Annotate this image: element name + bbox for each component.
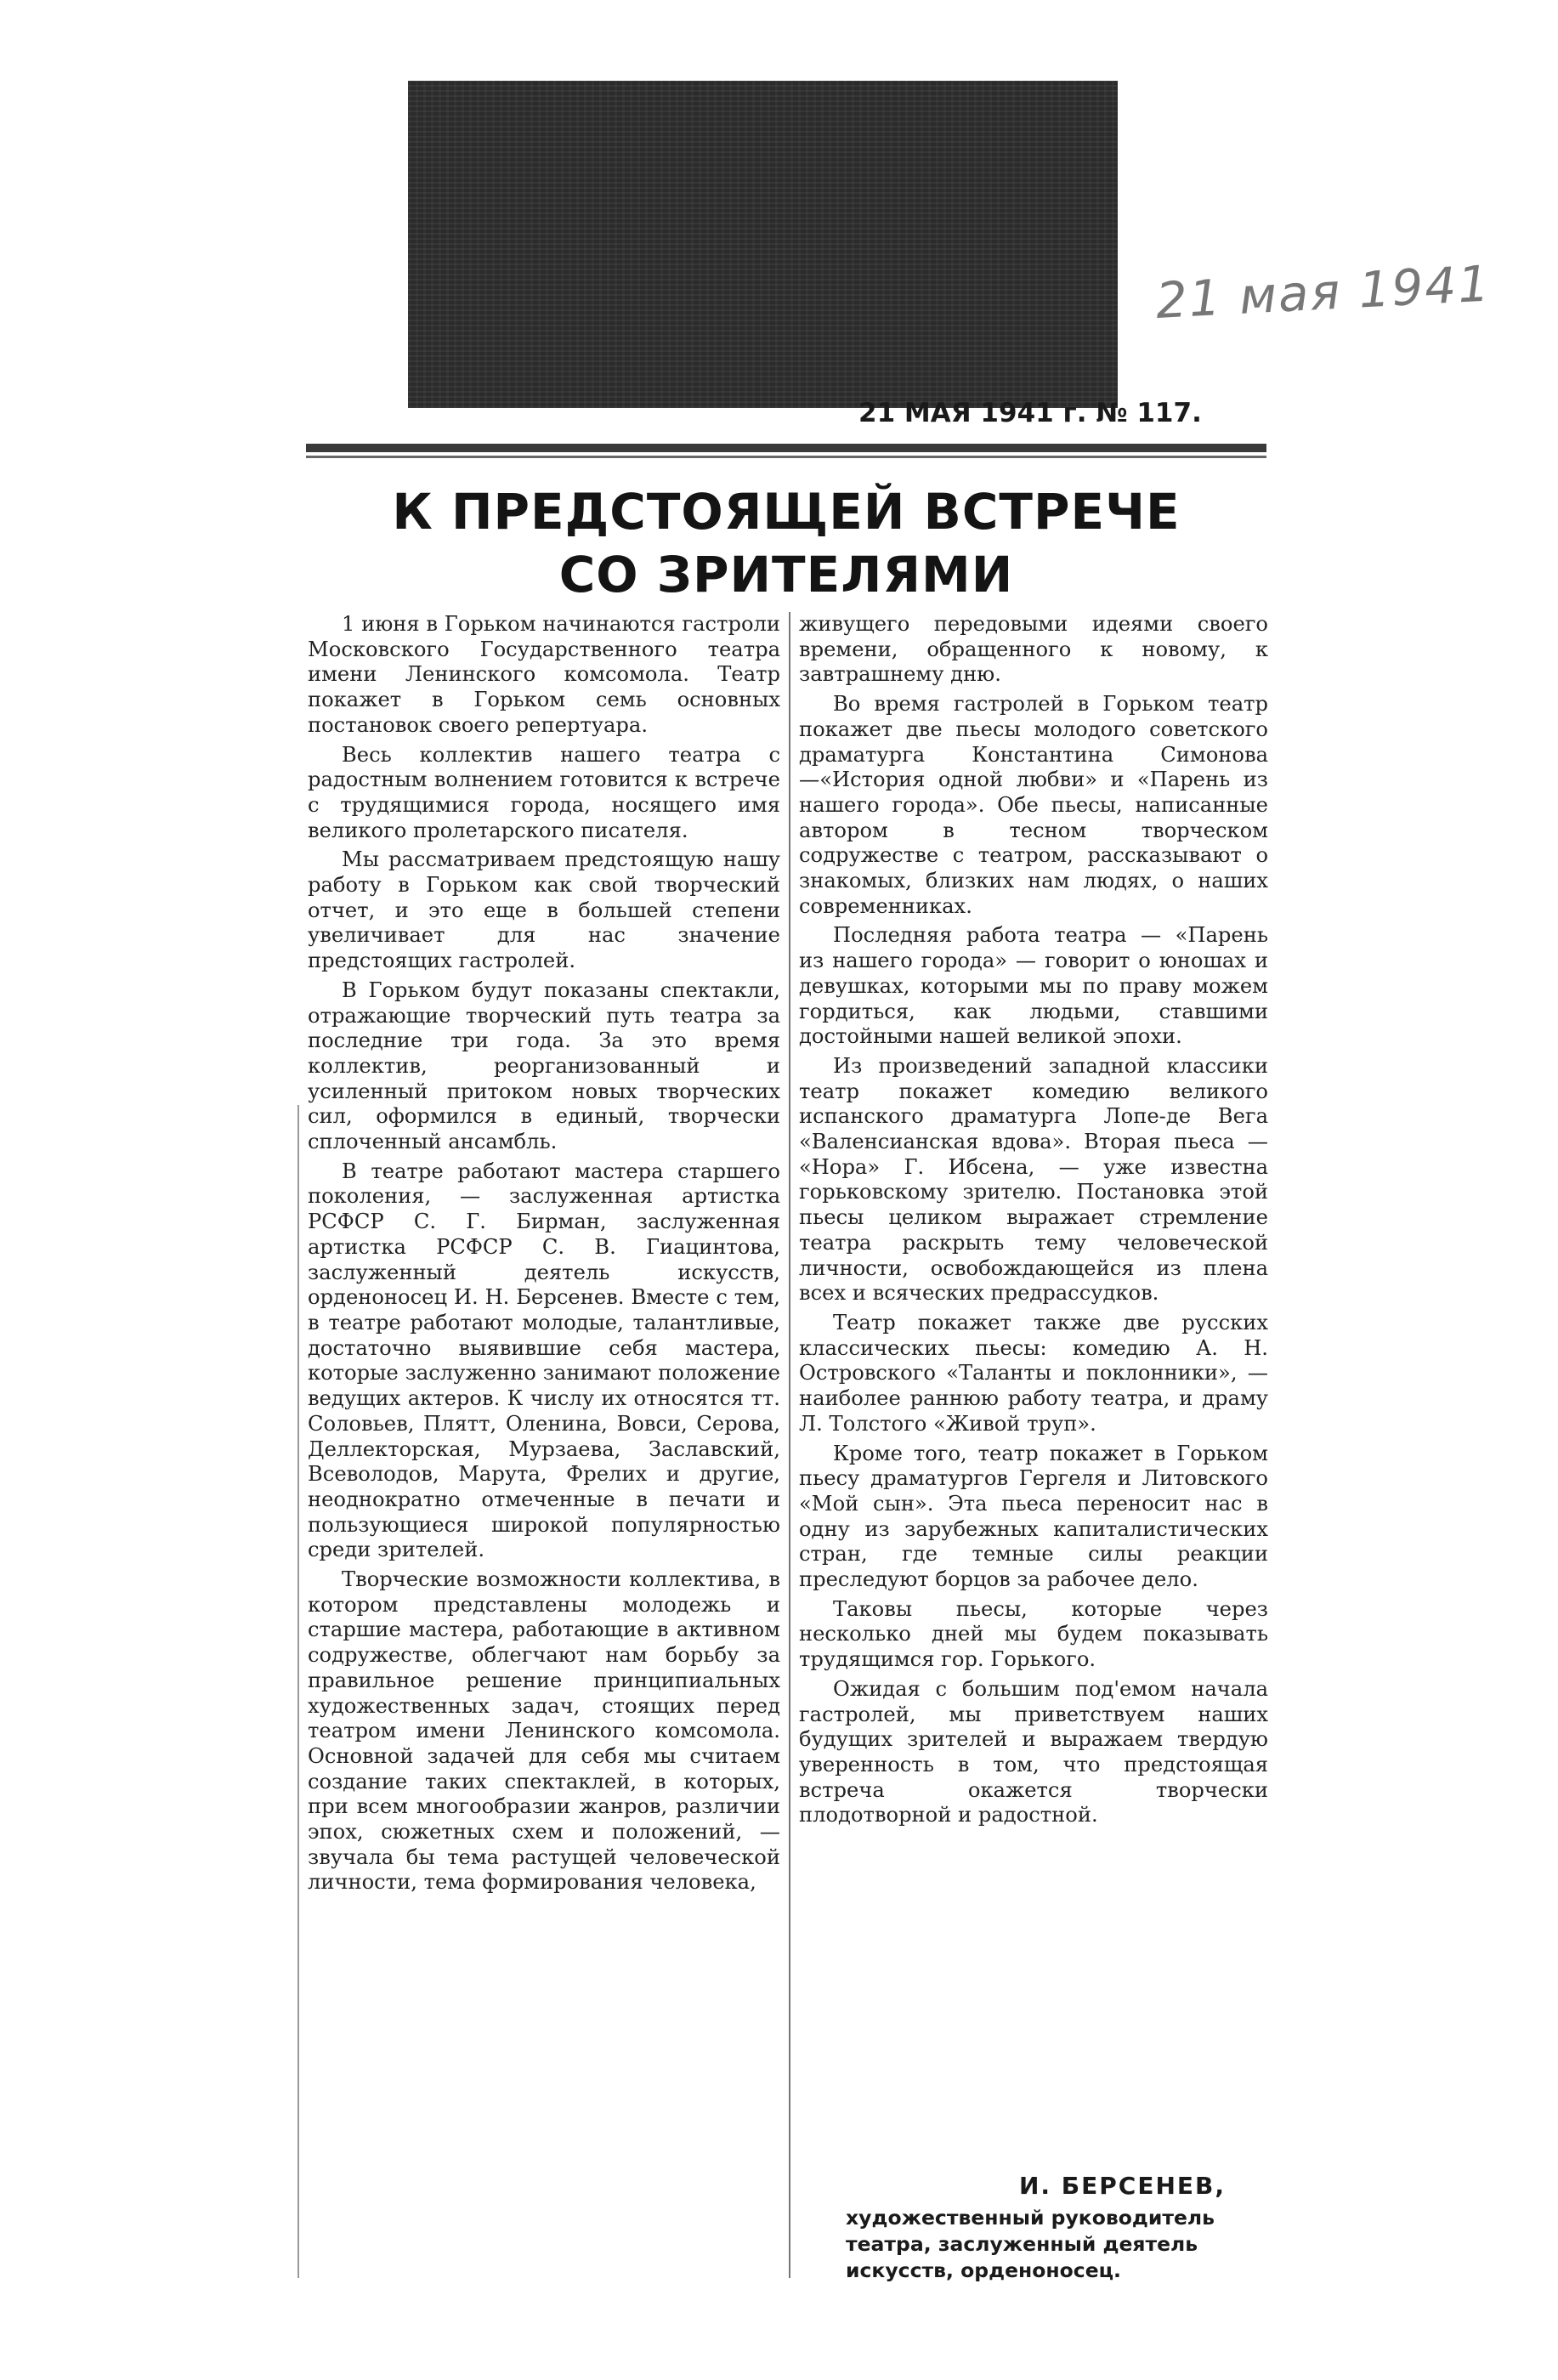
author-title	[846, 2205, 1268, 2284]
author-title-line-1: художественный руководитель	[846, 2206, 1215, 2230]
author-signature	[799, 2172, 1268, 2284]
paragraph: Театр покажет также две русских классических пьесы: комедию А. Н. Островского «Таланты и поклонники», — наиболее раннюю работу театра, и драму Л. Толстого «Живой труп».	[799, 1310, 1268, 1436]
paragraph: 1 июня в Горьком начинаются гастроли Московского Государственного театра имени Ленинского комсомола. Театр покажет в Горьком семь основных постановок своего репертуара.	[308, 612, 780, 737]
paragraph: Мы рассматриваем предстоящую нашу работу в Горьком как свой творческий отчет, и это еще в большей степени увеличивает для нас значение предстоящих гастролей.	[308, 847, 780, 973]
header-rule-thin	[306, 456, 1266, 458]
headline-line-2: СО ЗРИТЕЛЯМИ	[558, 546, 1014, 604]
paragraph: Весь коллектив нашего театра с радостным волнением готовится к встрече с трудящимися города, носящего имя великого пролетарского писателя.	[308, 742, 780, 842]
left-column-edge	[297, 1105, 299, 2278]
headline-line-1: К ПРЕДСТОЯЩЕЙ ВСТРЕЧЕ	[392, 483, 1181, 541]
redacted-masthead-block	[408, 81, 1118, 408]
header-rule	[306, 444, 1266, 452]
column-divider	[789, 612, 790, 2278]
author-title-line-2: театра, заслуженный деятель	[846, 2232, 1198, 2256]
handwritten-date-note: 21 мая 1941	[1154, 254, 1493, 330]
paragraph: Ожидая с большим под'емом начала гастролей, мы приветствуем наших будущих зрителей и выражаем твердую уверенность в том, что предстоящая встреча окажется творчески плодотворной и радостной.	[799, 1676, 1268, 1828]
paragraph: Творческие возможности коллектива, в котором представлены молодежь и старшие мастера, работающие в активном содружестве, облегчают нам борьбу за правильное решение принципиальных художественных задач, стоящих перед театром имени Ленинского комсомола. Основной задачей для себя мы считаем создание таких спектаклей, в которых, при всем многообразии жанров, различии эпох, сюжетных схем и положений, — звучала бы тема растущей человеческой личности, тема формирования человека,	[308, 1567, 780, 1895]
paragraph: Из произведений западной классики театр покажет комедию великого испанского драматурга Лопе-де Вега «Валенсианская вдова». Вторая пьеса — «Нора» Г. Ибсена, — уже известна горьковскому зрителю. Постановка этой пьесы целиком выражает стремление театра раскрыть тему человеческой личности, освобождающейся из плена всех и всяческих предрассудков.	[799, 1053, 1268, 1306]
issue-date-number: 21 МАЯ 1941 г. № 117.	[858, 398, 1202, 428]
article-column-right	[799, 612, 1268, 1833]
paragraph: Таковы пьесы, которые через несколько дней мы будем показывать трудящимся гор. Горького.	[799, 1596, 1268, 1672]
paragraph: Во время гастролей в Горьком театр покажет две пьесы молодого советского драматурга Константина Симонова—«История одной любви» и «Парень из нашего города». Обе пьесы, написанные автором в тесном творческом содружестве с театром, рассказывают о знакомых, близких нам людях, о наших современниках.	[799, 692, 1268, 918]
paragraph: В Горьком будут показаны спектакли, отражающие творческий путь театра за последние три года. За это время коллектив, реорганизованный и усиленный притоком новых творческих сил, оформился в единый, творчески сплоченный ансамбль.	[308, 978, 780, 1154]
article-headline	[306, 480, 1266, 606]
paragraph: Кроме того, театр покажет в Горьком пьесу драматургов Гергеля и Литовского «Мой сын». Эта пьеса переносит нас в одну из зарубежных капиталистических стран, где темные силы реакции преследуют борцов за рабочее дело.	[799, 1441, 1268, 1592]
paragraph: В театре работают мастера старшего поколения, — заслуженная артистка РСФСР С. Г. Бирман, заслуженная артистка РСФСР С. В. Гиацинтова, заслуженный деятель искусств, орденоносец И. Н. Берсенев. Вместе с тем, в театре работают молодые, талантливые, достаточно выявившие себя мастера, которые заслуженно занимают положение ведущих актеров. К числу их относятся тт. Соловьев, Плятт, Оленина, Вовси, Серова, Деллекторская, Мурзаева, Заславский, Всеволодов, Марута, Фрелих и другие, неоднократно отмеченные в печати и пользующиеся широкой популярностью среди зрителей.	[308, 1159, 780, 1562]
paragraph: живущего передовыми идеями своего времени, обращенного к новому, к завтрашнему дню.	[799, 612, 1268, 687]
paragraph: Последняя работа театра — «Парень из нашего города» — говорит о юношах и девушках, которыми мы по праву можем гордиться, как людьми, ставшими достойными нашей великой эпохи.	[799, 923, 1268, 1049]
article-column-left	[308, 612, 780, 1900]
author-name: И. БЕРСЕНЕВ,	[1018, 2172, 1226, 2200]
author-title-line-3: искусств, орденоносец.	[846, 2258, 1121, 2282]
